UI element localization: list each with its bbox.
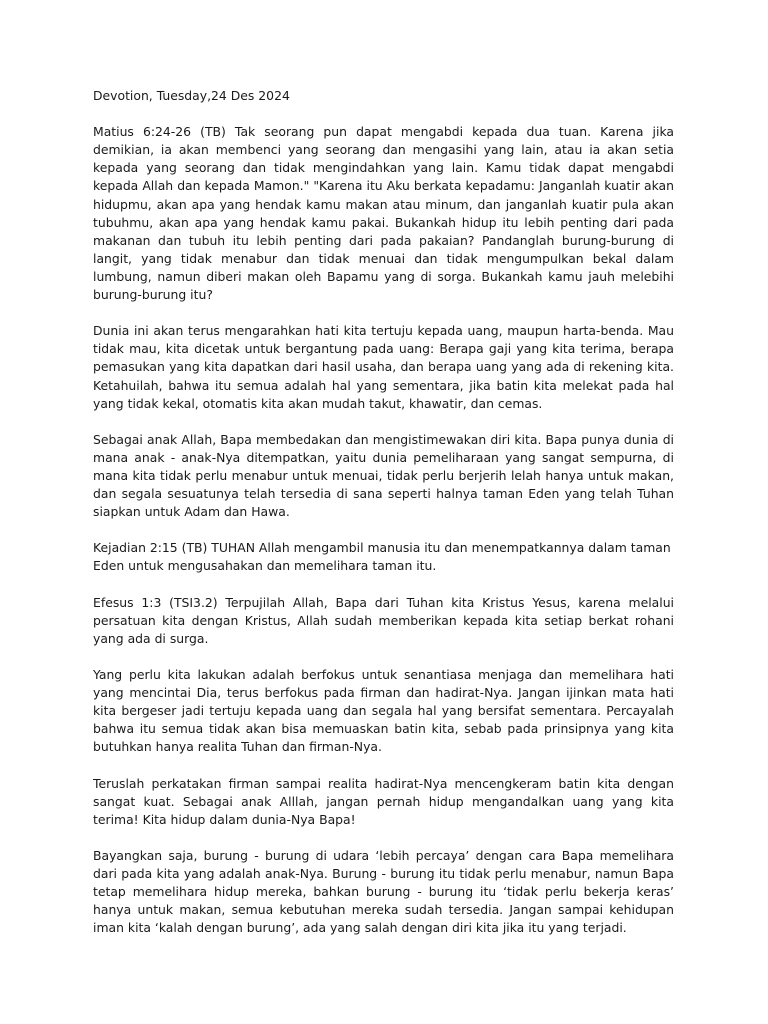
paragraph-dunia: Dunia ini akan terus mengarahkan hati kita tertuju kepada uang, maupun harta-benda. Mau tidak mau, kita dicetak untuk bergantung pada uang: Berapa gaji yang kita terima, berapa pemasukan yang kita dapatkan dari hasil usaha, dan berapa uang yang ada di rekening kita. Ketahuilah, bahwa itu semua adalah hal yang sementara, jika batin kita melekat pada hal yang tidak kekal, otomatis kita akan mudah takut, khawatir, dan cemas. [93, 323, 674, 411]
paragraph-fokus: Yang perlu kita lakukan adalah berfokus untuk senantiasa menjaga dan memelihara hati yang mencintai Dia, terus berfokus pada firman dan hadirat-Nya. Jangan ijinkan mata hati kita bergeser jadi tertuju kepada uang dan segala hal yang bersifat sementara. Percayalah bahwa itu semua tidak akan bisa memuaskan batin kita, sebab pada prinsipnya yang kita butuhkan hanya realita Tuhan dan firman-Nya. [93, 667, 674, 755]
paragraph-perkatakan: Teruslah perkatakan firman sampai realita hadirat-Nya mencengkeram batin kita dengan sangat kuat. Sebagai anak Alllah, jangan pernah hidup mengandalkan uang yang kita terima! Kita hidup dalam dunia-Nya Bapa! [93, 775, 674, 827]
paragraph-matius: Matius 6:24-26 (TB) Tak seorang pun dapat mengabdi kepada dua tuan. Karena jika demikian, ia akan membenci yang seorang dan mengasihi yang lain, atau ia akan setia kepada yang seorang dan tidak mengindahkan yang lain. Kamu tidak dapat mengabdi kepada Allah dan kepada Mamon." "Karena itu Aku berkata kepadamu: Janganlah kuatir akan hidupmu, akan apa yang hendak kamu makan atau minum, dan janganlah kuatir pula akan tubuhmu, akan apa yang hendak kamu pakai. Bukankah hidup itu lebih penting dari pada makanan dan tubuh itu lebih penting dari pada pakaian? Pandanglah burung-burung di langit, yang tidak menabur dan tidak menuai dan tidak mengumpulkan bekal dalam lumbung, namun diberi makan oleh Bapamu yang di sorga. Bukankah kamu jauh melebihi burung-burung itu? [93, 124, 674, 303]
paragraph-burung: Bayangkan saja, burung - burung di udara ‘lebih percaya’ dengan cara Bapa memelihara dari pada kita yang adalah anak-Nya. Burung - burung itu tidak perlu menabur, namun Bapa tetap memelihara hidup mereka, bahkan burung - burung itu ‘tidak perlu bekerja keras’ hanya untuk makan, semua kebutuhan mereka sudah tersedia. Jangan sampai kehidupan iman kita ‘kalah dengan burung’, ada yang salah dengan diri kita jika itu yang terjadi. [93, 847, 674, 936]
paragraph-efesus: Efesus 1:3 (TSI3.2) Terpujilah Allah, Bapa dari Tuhan kita Kristus Yesus, karena melalui persatuan kita dengan Kristus, Allah sudah memberikan kepada kita setiap berkat rohani yang ada di surga. [93, 594, 674, 646]
document-title: Devotion, Tuesday,24 Des 2024 [93, 88, 290, 103]
paragraph-anak-allah: Sebagai anak Allah, Bapa membedakan dan mengistimewakan diri kita. Bapa punya dunia di mana anak - anak-Nya ditempatkan, yaitu dunia pemeliharaan yang sangat sempurna, di mana kita tidak perlu menabur untuk menuai, tidak perlu berjerih lelah hanya untuk makan, dan segala sesuatunya telah tersedia di sana seperti halnya taman Eden yang telah Tuhan siapkan untuk Adam dan Hawa. [93, 431, 674, 520]
document-page [93, 87, 674, 956]
paragraph-kejadian: Kejadian 2:15 (TB) TUHAN Allah mengambil manusia itu dan menempatkannya dalam taman Eden untuk mengusahakan dan memelihara taman itu. [93, 540, 671, 574]
